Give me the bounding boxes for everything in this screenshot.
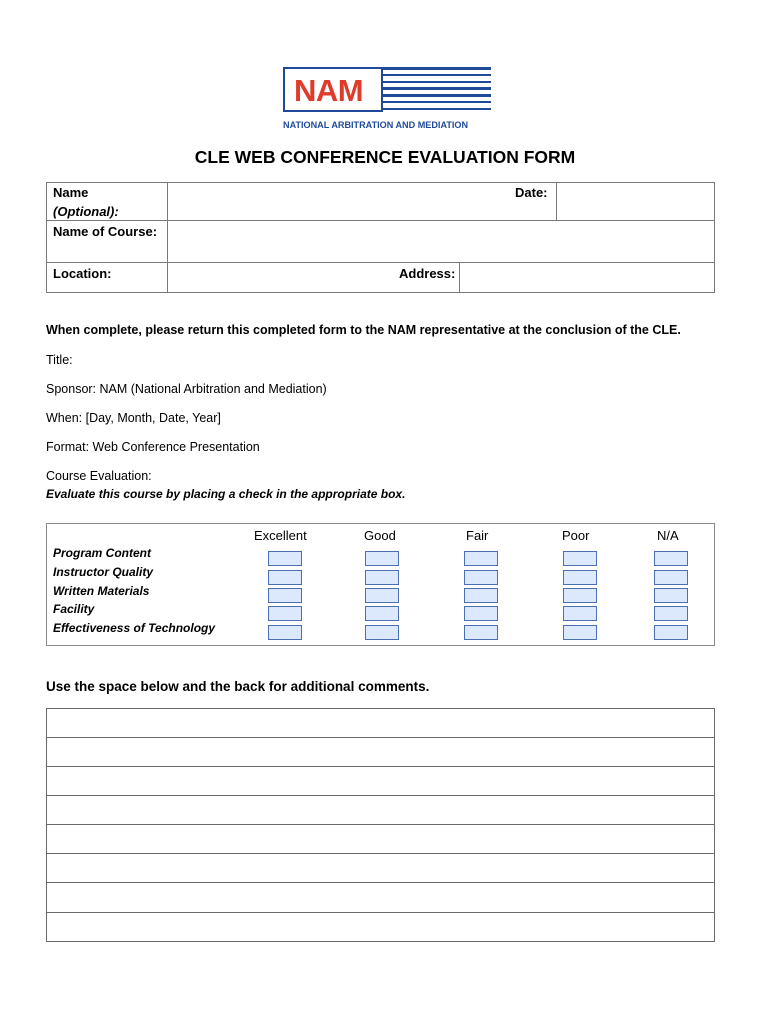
checkbox-facility-good[interactable] <box>365 606 399 621</box>
checkbox-written-materials-excellent[interactable] <box>268 588 302 603</box>
checkbox-instructor-quality-n-a[interactable] <box>654 570 688 585</box>
logo-mark: NAM <box>294 73 364 108</box>
comment-line <box>47 766 714 767</box>
row-facility: Facility <box>53 602 95 616</box>
checkbox-facility-poor[interactable] <box>563 606 597 621</box>
checkbox-facility-excellent[interactable] <box>268 606 302 621</box>
date-label: Date: <box>515 185 548 200</box>
row-written-materials: Written Materials <box>53 584 150 598</box>
comment-line <box>47 824 714 825</box>
name-label: Name <box>53 185 89 200</box>
logo-stripes <box>383 67 491 112</box>
checkbox-effectiveness-of-technology-fair[interactable] <box>464 625 498 640</box>
comment-line <box>47 853 714 854</box>
when-line: When: [Day, Month, Date, Year] <box>46 411 221 425</box>
checkbox-effectiveness-of-technology-good[interactable] <box>365 625 399 640</box>
comments-area[interactable] <box>46 708 715 942</box>
col-excellent: Excellent <box>254 528 307 543</box>
checkbox-instructor-quality-excellent[interactable] <box>268 570 302 585</box>
page-title: CLE WEB CONFERENCE EVALUATION FORM <box>194 147 576 167</box>
nam-logo <box>283 67 493 131</box>
comment-line <box>47 882 714 883</box>
date-field[interactable] <box>557 183 714 220</box>
row-instructor-quality: Instructor Quality <box>53 565 154 579</box>
checkbox-written-materials-good[interactable] <box>365 588 399 603</box>
checkbox-written-materials-poor[interactable] <box>563 588 597 603</box>
sponsor-line: Sponsor: NAM (National Arbitration and Mediation) <box>46 382 327 396</box>
checkbox-written-materials-n-a[interactable] <box>654 588 688 603</box>
checkbox-program-content-n-a[interactable] <box>654 551 688 566</box>
checkbox-effectiveness-of-technology-n-a[interactable] <box>654 625 688 640</box>
logo-box <box>283 67 383 112</box>
checkbox-program-content-fair[interactable] <box>464 551 498 566</box>
col-poor: Poor <box>562 528 590 543</box>
checkbox-program-content-good[interactable] <box>365 551 399 566</box>
return-instructions: When complete, please return this completed form to the NAM representative at the conclusion of the CLE. <box>46 323 681 337</box>
checkbox-written-materials-fair[interactable] <box>464 588 498 603</box>
checkbox-program-content-poor[interactable] <box>563 551 597 566</box>
checkbox-instructor-quality-poor[interactable] <box>563 570 597 585</box>
col-fair: Fair <box>466 528 489 543</box>
location-label: Location: <box>53 266 112 281</box>
name-field[interactable] <box>168 183 508 220</box>
optional-label: (Optional): <box>53 204 119 219</box>
location-field[interactable] <box>168 263 393 292</box>
title-line: Title: <box>46 353 73 367</box>
checkbox-facility-fair[interactable] <box>464 606 498 621</box>
course-name-field[interactable] <box>168 221 714 262</box>
checkbox-effectiveness-of-technology-poor[interactable] <box>563 625 597 640</box>
checkbox-facility-n-a[interactable] <box>654 606 688 621</box>
row-effectiveness-of-technology: Effectiveness of Technology <box>53 621 216 635</box>
evaluation-instruction: Evaluate this course by placing a check in the appropriate box. <box>46 487 406 501</box>
address-field[interactable] <box>460 263 714 292</box>
checkbox-effectiveness-of-technology-excellent[interactable] <box>268 625 302 640</box>
comment-line <box>47 912 714 913</box>
comment-line <box>47 737 714 738</box>
checkbox-instructor-quality-fair[interactable] <box>464 570 498 585</box>
col-na: N/A <box>657 528 679 543</box>
checkbox-program-content-excellent[interactable] <box>268 551 302 566</box>
address-label: Address: <box>399 266 456 281</box>
col-good: Good <box>364 528 396 543</box>
comments-label: Use the space below and the back for additional comments. <box>46 679 430 694</box>
row-program-content: Program Content <box>53 546 152 560</box>
comment-line <box>47 795 714 796</box>
course-evaluation-heading: Course Evaluation: <box>46 469 152 483</box>
course-name-label: Name of Course: <box>53 224 158 239</box>
checkbox-instructor-quality-good[interactable] <box>365 570 399 585</box>
format-line: Format: Web Conference Presentation <box>46 440 260 454</box>
logo-subtitle: NATIONAL ARBITRATION AND MEDIATION <box>283 120 469 130</box>
